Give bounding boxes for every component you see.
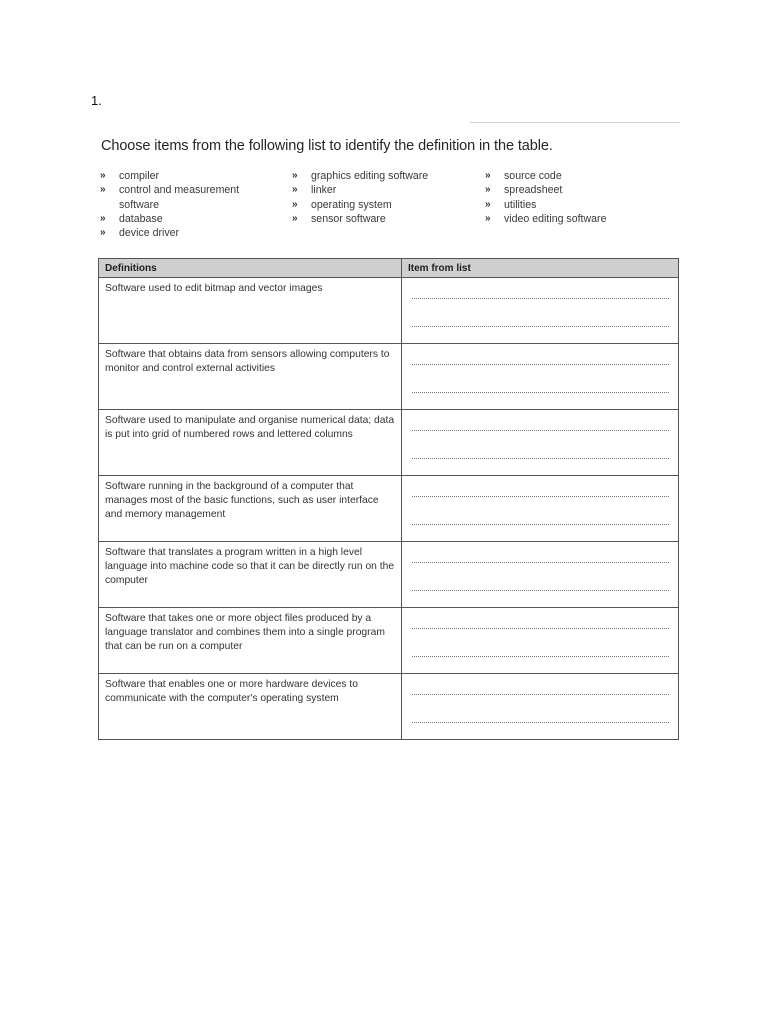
answer-cell[interactable]: [402, 344, 679, 410]
bullet-icon: »: [292, 170, 298, 181]
answer-line[interactable]: [412, 722, 669, 723]
bullet-icon: »: [485, 170, 491, 181]
definition-cell: Software used to edit bitmap and vector images: [99, 278, 402, 344]
list-item: » database: [100, 212, 163, 225]
definition-cell: Software that obtains data from sensors allowing computers to monitor and control external activities: [99, 344, 402, 410]
answer-line[interactable]: [412, 524, 669, 525]
answer-line[interactable]: [412, 364, 669, 365]
list-item: » source code: [485, 170, 562, 182]
answer-cell[interactable]: [402, 410, 679, 476]
definition-cell: Software running in the background of a computer that manages most of the basic functions, such as user interface and memory management: [99, 476, 402, 542]
word-list-column-2: [292, 169, 472, 226]
table-row: [99, 278, 679, 344]
table-row: [99, 410, 679, 476]
answer-line[interactable]: [412, 656, 669, 657]
list-item: » operating system: [292, 198, 392, 211]
definitions-table: [98, 258, 679, 740]
definition-cell: Software used to manipulate and organise numerical data; data is put into grid of numbered rows and lettered columns: [99, 410, 402, 476]
table-row: [99, 608, 679, 674]
bullet-icon: »: [485, 198, 491, 210]
list-item: » sensor software: [292, 212, 386, 225]
answer-cell[interactable]: [402, 278, 679, 344]
answer-line[interactable]: [412, 496, 669, 497]
answer-line[interactable]: [412, 392, 669, 393]
answer-line[interactable]: [412, 590, 669, 591]
bullet-icon: »: [485, 212, 491, 224]
list-item: » utilities: [485, 198, 537, 211]
answer-line[interactable]: [412, 326, 669, 327]
list-item: » device driver: [100, 227, 180, 240]
bullet-icon: »: [292, 198, 298, 210]
word-list-column-3: [485, 169, 665, 226]
list-item: » linker: [292, 184, 337, 197]
bullet-icon: »: [292, 212, 298, 224]
definition-cell: Software that enables one or more hardware devices to communicate with the computer's operating system: [99, 674, 402, 740]
definition-cell: Software that takes one or more object files produced by a language translator and combines them into a single program that can be run on a computer: [99, 608, 402, 674]
bullet-icon: »: [100, 227, 106, 239]
answer-line[interactable]: [412, 694, 669, 695]
answer-cell[interactable]: [402, 542, 679, 608]
answer-line[interactable]: [412, 458, 669, 459]
table-header-row: [99, 259, 679, 278]
list-item: » control and measurement software: [100, 184, 240, 211]
bullet-icon: »: [485, 184, 491, 196]
bullet-icon: »: [100, 170, 106, 181]
table-row: [99, 344, 679, 410]
answer-cell[interactable]: [402, 674, 679, 740]
answer-cell[interactable]: [402, 476, 679, 542]
definition-cell: Software that translates a program written in a high level language into machine code so that it can be directly run on the computer: [99, 542, 402, 608]
answer-line[interactable]: [412, 562, 669, 563]
answer-cell[interactable]: [402, 608, 679, 674]
answer-line[interactable]: [412, 628, 669, 629]
bullet-icon: »: [100, 212, 106, 224]
word-list-column-1: [100, 169, 270, 240]
list-item: » compiler: [100, 170, 160, 182]
table-row: [99, 476, 679, 542]
bullet-icon: »: [100, 184, 106, 196]
answer-line[interactable]: [412, 430, 669, 431]
table-row: [99, 542, 679, 608]
list-item: » spreadsheet: [485, 184, 563, 197]
list-item: » video editing software: [485, 212, 607, 225]
list-item: » graphics editing software: [292, 170, 429, 182]
bullet-icon: »: [292, 184, 298, 196]
answer-line[interactable]: [412, 298, 669, 299]
header-item-from-list: Item from list: [402, 259, 679, 278]
header-definitions: Definitions: [99, 259, 402, 278]
question-number: 1.: [91, 93, 102, 108]
instruction-text: Choose items from the following list to identify the definition in the table.: [101, 138, 553, 154]
top-divider: [470, 122, 680, 123]
table-row: [99, 674, 679, 740]
